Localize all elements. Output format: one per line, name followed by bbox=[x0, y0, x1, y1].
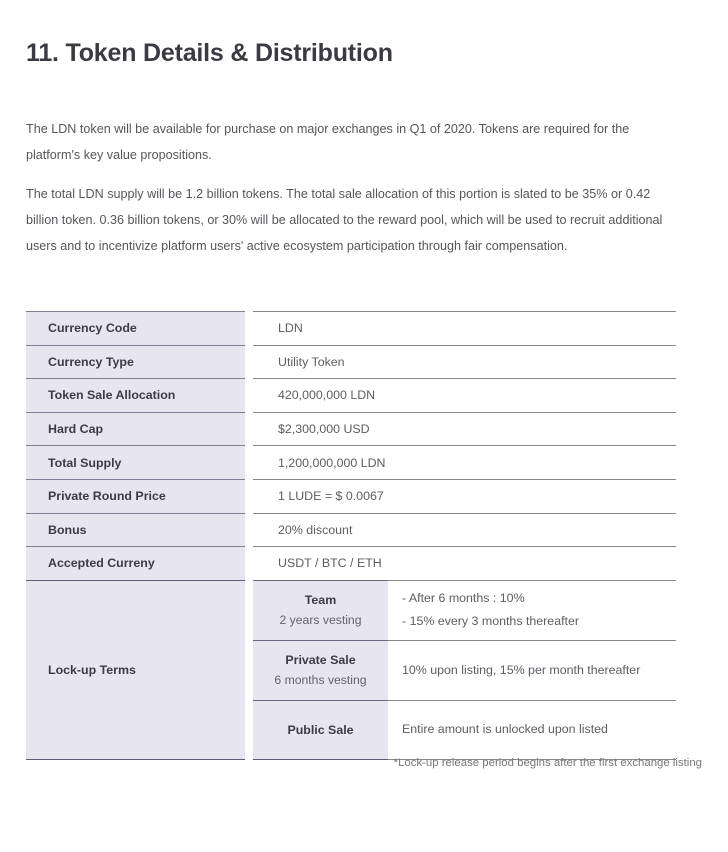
column-gap bbox=[245, 513, 253, 547]
lockup-detail-line: - 15% every 3 months thereafter bbox=[402, 614, 579, 629]
lockup-terms-section bbox=[26, 580, 676, 760]
row-value: 20% discount bbox=[253, 513, 676, 547]
lockup-type-name: Team bbox=[304, 593, 337, 608]
lockup-entry-public-sale bbox=[253, 700, 676, 760]
column-gap bbox=[245, 580, 253, 760]
column-gap bbox=[245, 311, 253, 345]
row-label: Total Supply bbox=[26, 445, 245, 479]
lockup-entry-team bbox=[253, 580, 676, 640]
table-row bbox=[26, 479, 676, 513]
column-gap bbox=[245, 479, 253, 513]
lockup-detail-line: Entire amount is unlocked upon listed bbox=[402, 722, 608, 737]
table-row bbox=[26, 311, 676, 345]
lockup-detail-cell bbox=[388, 580, 676, 640]
lockup-vesting-period: 2 years vesting bbox=[279, 613, 362, 628]
table-row bbox=[26, 412, 676, 446]
table-row bbox=[26, 513, 676, 547]
row-label: Private Round Price bbox=[26, 479, 245, 513]
row-value: LDN bbox=[253, 311, 676, 345]
row-value: 1 LUDE = $ 0.0067 bbox=[253, 479, 676, 513]
table-row bbox=[26, 445, 676, 479]
row-label: Token Sale Allocation bbox=[26, 378, 245, 412]
column-gap bbox=[245, 412, 253, 446]
row-label: Currency Code bbox=[26, 311, 245, 345]
row-label: Bonus bbox=[26, 513, 245, 547]
row-value: 420,000,000 LDN bbox=[253, 378, 676, 412]
intro-paragraph-1: The LDN token will be available for purchase on major exchanges in Q1 of 2020. Tokens are required for the platform's key value propositions. bbox=[26, 121, 630, 162]
table-footnote: *Lock-up release period begins after the first exchange listing bbox=[393, 757, 702, 769]
column-gap bbox=[245, 345, 253, 379]
token-details-table bbox=[26, 311, 676, 760]
lockup-type-cell bbox=[253, 640, 388, 700]
row-value: USDT / BTC / ETH bbox=[253, 546, 676, 580]
lockup-entries bbox=[253, 580, 676, 760]
lockup-vesting-period: 6 months vesting bbox=[274, 673, 367, 688]
lockup-type-name: Private Sale bbox=[285, 653, 356, 668]
row-label: Accepted Curreny bbox=[26, 546, 245, 580]
table-row bbox=[26, 345, 676, 379]
row-label: Hard Cap bbox=[26, 412, 245, 446]
lockup-detail-cell bbox=[388, 640, 676, 700]
lockup-detail-line: 10% upon listing, 15% per month thereafter bbox=[402, 662, 641, 677]
table-row bbox=[26, 378, 676, 412]
lockup-type-name: Public Sale bbox=[287, 722, 354, 737]
row-label: Currency Type bbox=[26, 345, 245, 379]
row-value: Utility Token bbox=[253, 345, 676, 379]
column-gap bbox=[245, 445, 253, 479]
intro-paragraph-2: The total LDN supply will be 1.2 billion tokens. The total sale allocation of this portion is slated to be 35% or 0.42 billion token. 0.36 billion tokens, or 30% will be allocated to the reward pool, which will be used to recruit additional users and to incentivize platform users' active ecosystem participation through fair compensation. bbox=[26, 186, 663, 253]
lockup-terms-label: Lock-up Terms bbox=[26, 580, 245, 760]
row-value: 1,200,000,000 LDN bbox=[253, 445, 676, 479]
column-gap bbox=[245, 546, 253, 580]
row-value: $2,300,000 USD bbox=[253, 412, 676, 446]
lockup-type-cell bbox=[253, 700, 388, 760]
lockup-detail-cell bbox=[388, 700, 676, 760]
page-title: 11. Token Details & Distribution bbox=[26, 38, 393, 67]
lockup-type-cell bbox=[253, 580, 388, 640]
lockup-entry-private-sale bbox=[253, 640, 676, 700]
column-gap bbox=[245, 378, 253, 412]
table-row bbox=[26, 546, 676, 580]
lockup-detail-line: - After 6 months : 10% bbox=[402, 591, 525, 606]
